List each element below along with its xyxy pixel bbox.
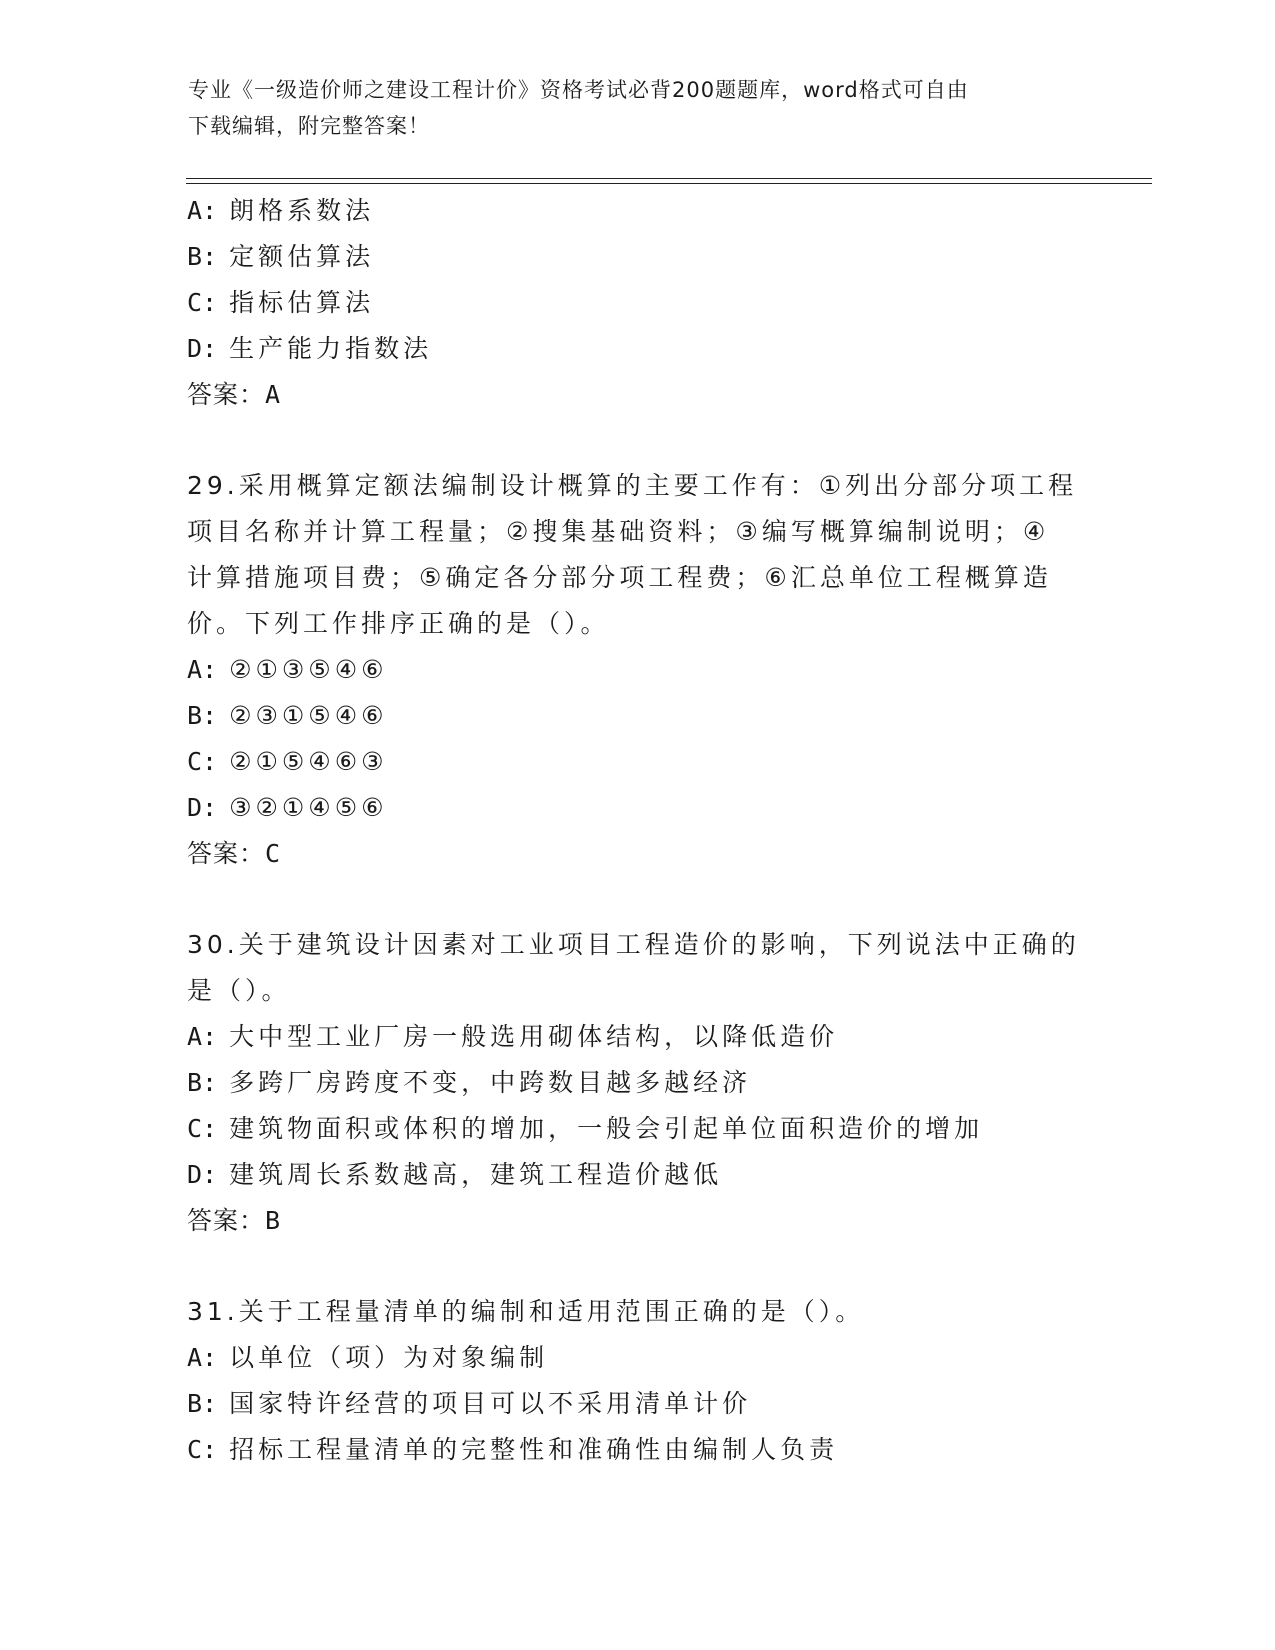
question-30-block [187, 922, 1087, 1244]
option-a [187, 1335, 1087, 1381]
question-text-line: 计算措施项目费；⑤确定各分部分项工程费；⑥汇总单位工程概算造 [187, 563, 1052, 592]
option-text: 建筑周长系数越高，建筑工程造价越低 [229, 1160, 723, 1189]
question-text-line: 项目名称并计算工程量；②搜集基础资料；③编写概算编制说明；④ [187, 517, 1050, 546]
answer-label: 答案： [187, 839, 266, 868]
option-text: 生产能力指数法 [229, 334, 433, 363]
option-a [187, 188, 1087, 234]
option-c [187, 280, 1087, 326]
option-d [187, 785, 1087, 831]
answer-value: A [265, 380, 282, 409]
option-a [187, 647, 1087, 693]
question-text-line: 是（）。 [187, 976, 291, 1005]
option-letter: D: [187, 1160, 218, 1189]
option-d [187, 326, 1087, 372]
question-text-line: 30.关于建筑设计因素对工业项目工程造价的影响，下列说法中正确的 [187, 930, 1080, 959]
spacer [187, 877, 1087, 922]
option-c [187, 739, 1087, 785]
question-28-block [187, 188, 1087, 418]
option-text: 定额估算法 [229, 242, 375, 271]
option-letter: D: [187, 793, 218, 822]
option-text: 大中型工业厂房一般选用砌体结构，以降低造价 [229, 1022, 839, 1051]
option-b [187, 1060, 1087, 1106]
option-b [187, 1381, 1087, 1427]
option-c [187, 1106, 1087, 1152]
question-31-block [187, 1289, 1087, 1473]
question-text-line: 29.采用概算定额法编制设计概算的主要工作有：①列出分部分项工程 [187, 471, 1078, 500]
header-title-line-2: 下载编辑，附完整答案！ [188, 114, 430, 138]
option-letter: A: [187, 1022, 218, 1051]
option-text: 多跨厂房跨度不变，中跨数目越多越经济 [229, 1068, 752, 1097]
option-text: 指标估算法 [229, 288, 375, 317]
answer-value: B [265, 1206, 282, 1235]
answer-label: 答案： [187, 380, 266, 409]
header-divider-top [186, 178, 1152, 179]
option-letter: A: [187, 655, 218, 684]
option-text: 招标工程量清单的完整性和准确性由编制人负责 [229, 1435, 839, 1464]
option-letter: A: [187, 1343, 218, 1372]
question-content [187, 188, 1087, 1473]
spacer [187, 418, 1087, 463]
spacer [187, 1244, 1087, 1289]
document-header [188, 72, 1088, 144]
question-text-line: 价。下列工作排序正确的是（）。 [187, 609, 610, 638]
answer-line [187, 831, 1087, 877]
option-text: ②①⑤④⑥③ [229, 747, 388, 776]
answer-line [187, 372, 1087, 418]
answer-value: C [265, 839, 282, 868]
option-text: 以单位（项）为对象编制 [229, 1343, 549, 1372]
answer-label: 答案： [187, 1206, 266, 1235]
header-title-line-1: 专业《一级造价师之建设工程计价》资格考试必背200题题库，word格式可自由 [188, 78, 969, 102]
option-b [187, 693, 1087, 739]
option-letter: B: [187, 242, 218, 271]
header-divider-bottom [186, 183, 1152, 184]
option-letter: C: [187, 1114, 218, 1143]
option-text: 建筑物面积或体积的增加，一般会引起单位面积造价的增加 [229, 1114, 984, 1143]
question-text-line: 31.关于工程量清单的编制和适用范围正确的是（）。 [187, 1297, 865, 1326]
option-letter: C: [187, 747, 218, 776]
option-letter: D: [187, 334, 218, 363]
option-b [187, 234, 1087, 280]
option-letter: B: [187, 1068, 218, 1097]
option-letter: C: [187, 1435, 218, 1464]
option-text: ②①③⑤④⑥ [229, 655, 388, 684]
option-a [187, 1014, 1087, 1060]
option-letter: C: [187, 288, 218, 317]
option-c [187, 1427, 1087, 1473]
option-letter: A: [187, 196, 218, 225]
option-text: ②③①⑤④⑥ [229, 701, 388, 730]
answer-line [187, 1198, 1087, 1244]
question-29-block [187, 463, 1087, 877]
option-text: 朗格系数法 [229, 196, 375, 225]
option-text: 国家特许经营的项目可以不采用清单计价 [229, 1389, 752, 1418]
option-letter: B: [187, 701, 218, 730]
option-d [187, 1152, 1087, 1198]
option-letter: B: [187, 1389, 218, 1418]
option-text: ③②①④⑤⑥ [229, 793, 388, 822]
